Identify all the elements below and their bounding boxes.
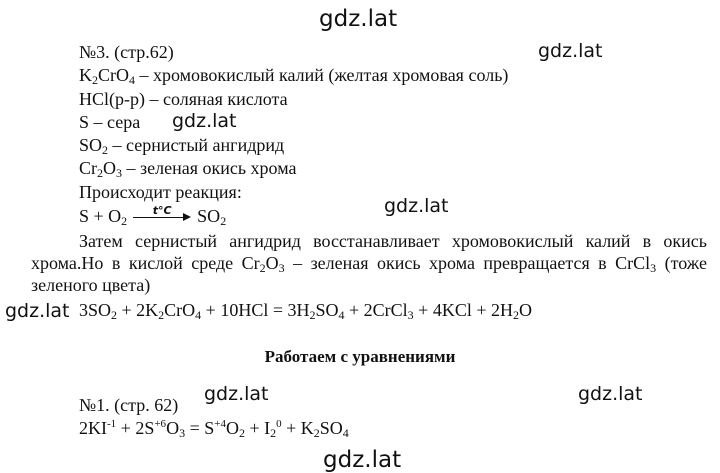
so2-description: – сернистый ангидрид [108,135,285,155]
task1-header: №1. (стр. 62) [79,395,179,415]
reaction-arrow-icon [133,206,191,224]
line-k2cro4: $K_2CrO_4$ – хромовокислый калий (желтая хромовая соль) [79,65,509,87]
line-sulfur: S – сера [79,112,141,132]
equation-s-o2: $S + O_2$ t°C $SO_2$ [79,205,226,227]
watermark: gdz.lat [172,110,237,132]
watermark: gdz.lat [384,195,449,217]
equation-main: $3SO_2 + 2K_2CrO_4 + 10HCl = 3H_2SO_4$ + 2CrCl$_3$ + $4KCl + 2H_2O$ [79,300,532,322]
equation-ki: $2KI^{-1} + 2S^{+6}O_3 = S^{+4}O_2 + I_2^0 + K_2SO_4$ [79,418,349,440]
section-heading: Работаем с уравнениями [264,347,456,366]
watermark-top: gdz.lat [319,6,398,32]
watermark-bottom: gdz.lat [323,447,402,473]
watermark: gdz.lat [578,383,643,405]
line-so2: $SO_2$ – сернистый ангидрид [79,135,285,157]
watermark: gdz.lat [5,300,70,322]
line-cr2o3: $Cr_2O_3$ – зеленая окись хрома [79,158,297,180]
arrow-condition: t°C [152,204,172,217]
hcl-description: – соляная кислота [145,89,288,109]
hcl-formula: HCl(р-р) [79,89,145,109]
watermark: gdz.lat [538,40,603,62]
task3-header: №3. (стр.62) [79,42,174,62]
reaction-intro: Происходит реакция: [79,182,242,202]
k2cro4-description: – хромовокислый калий (желтая хромовая соль) [135,65,509,85]
watermark: gdz.lat [204,383,269,405]
line-hcl [79,88,288,110]
explanation-paragraph: Затем сернистый ангидрид восстанавливает хромовокислый калий в окись хрома.Но в кислой среде $Cr_2O_3$ – зеленая окись хрома превращается в CrCl$_3$ (тоже зеленого цвета) [31,231,707,295]
cr2o3-description: – зеленая окись хрома [122,158,297,178]
